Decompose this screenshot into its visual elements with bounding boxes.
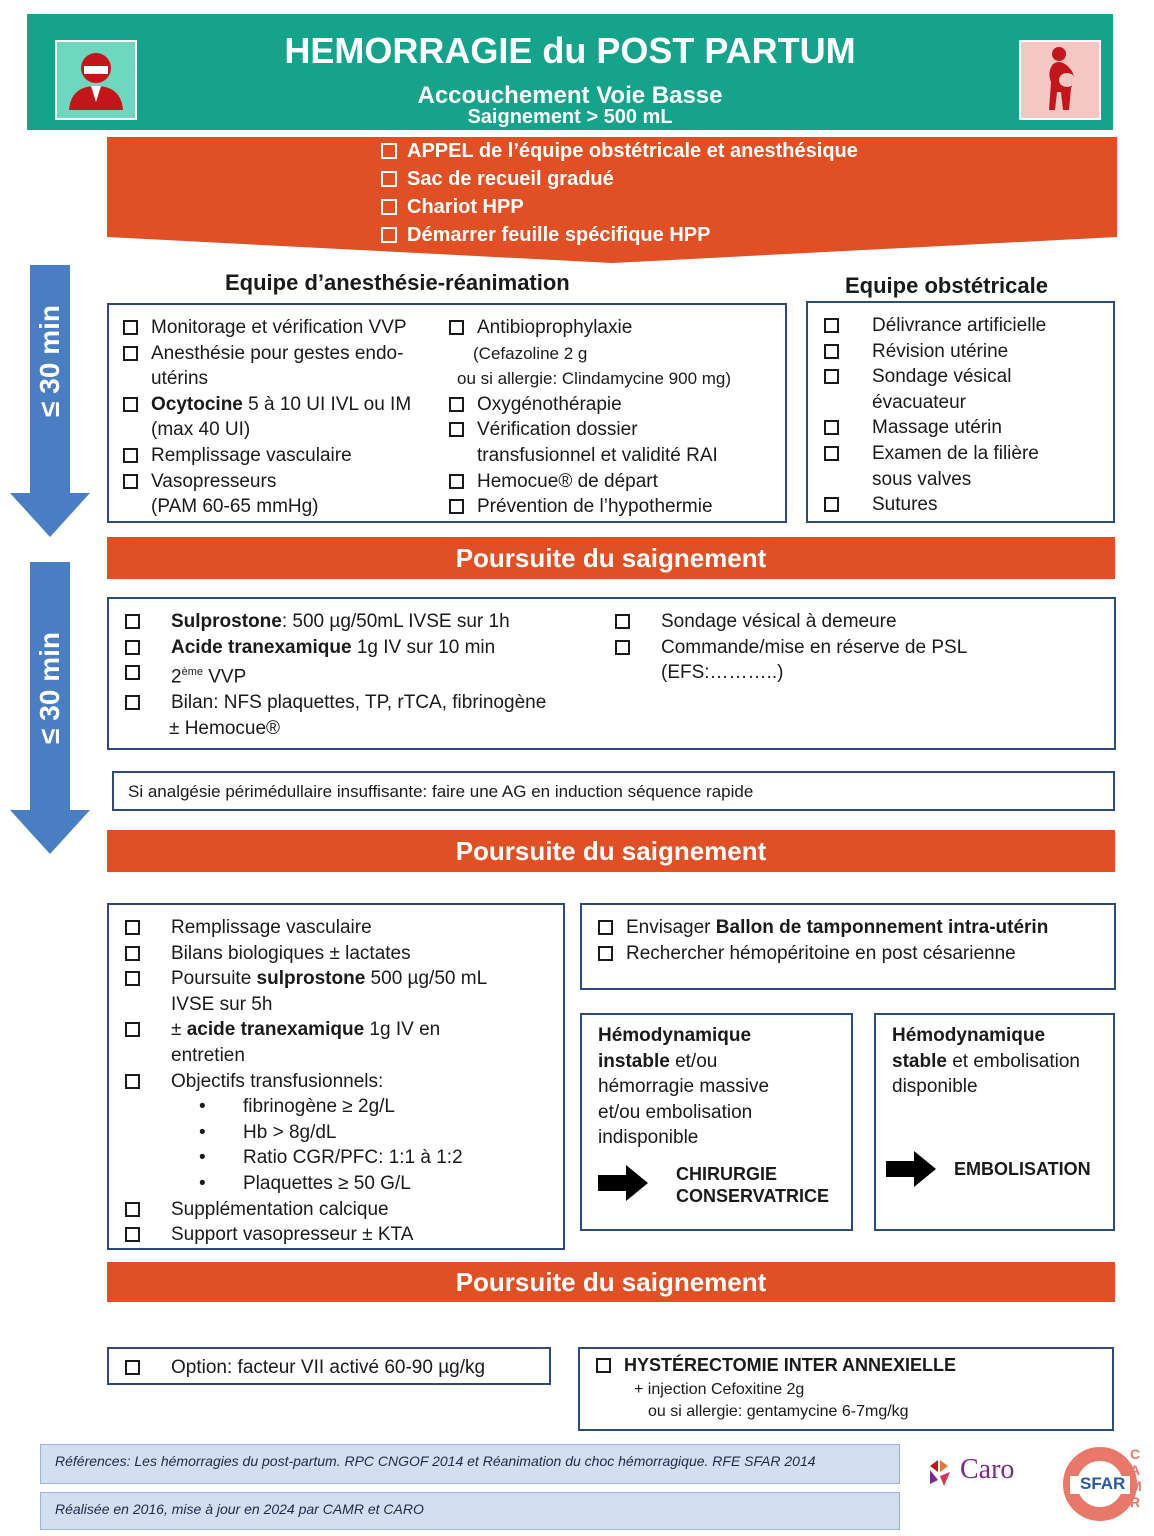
checklist-item[interactable]: Massage utérin bbox=[824, 415, 1114, 441]
checklist-item[interactable]: Monitorage et vérification VVP bbox=[123, 315, 453, 341]
checkbox-icon[interactable] bbox=[596, 1358, 611, 1373]
checkbox-icon[interactable] bbox=[381, 199, 397, 215]
checklist-item[interactable]: Sondage vésical évacuateur bbox=[824, 364, 1114, 415]
page-title: HEMORRAGIE du POST PARTUM bbox=[284, 30, 856, 71]
transfusion-target: • fibrinogène ≥ 2g/L bbox=[199, 1096, 395, 1118]
checkbox-icon[interactable] bbox=[123, 474, 138, 489]
checkbox-icon[interactable] bbox=[123, 448, 138, 463]
checkbox-icon[interactable] bbox=[449, 499, 464, 514]
checklist-detail: (Cefazoline 2 g bbox=[473, 343, 588, 363]
arrow-right-icon bbox=[598, 1165, 648, 1206]
checkbox-icon[interactable] bbox=[824, 369, 839, 384]
initial-action-item[interactable]: Démarrer feuille spécifique HPP bbox=[381, 221, 858, 249]
checklist-item[interactable]: ± acide tranexamique 1g IV en entretien bbox=[125, 1017, 555, 1068]
checkbox-icon[interactable] bbox=[125, 971, 140, 986]
checklist-detail: ou si allergie: Clindamycine 900 mg) bbox=[457, 369, 732, 389]
anesthesia-checklist bbox=[107, 303, 787, 523]
step4-hysterectomy: HYSTÉRECTOMIE INTER ANNEXIELLE + injection Cefoxitine 2g ou si allergie: gentamycine 6-7mg/kg bbox=[578, 1347, 1114, 1431]
initial-action-item[interactable]: Sac de recueil gradué bbox=[381, 165, 858, 193]
checkbox-icon[interactable] bbox=[125, 1022, 140, 1037]
continuation-bar: Poursuite du saignement bbox=[107, 1262, 1115, 1302]
continuation-bar: Poursuite du saignement bbox=[107, 830, 1115, 872]
checklist-detail: ± Hemocue® bbox=[169, 717, 281, 739]
initial-action-item[interactable]: Chariot HPP bbox=[381, 193, 858, 221]
checkbox-icon[interactable] bbox=[125, 1227, 140, 1242]
caro-logo: Caro bbox=[924, 1450, 1034, 1500]
checklist-item[interactable]: Prévention de l’hypothermie bbox=[449, 494, 789, 520]
checklist-item[interactable]: 2ème VVP bbox=[125, 660, 605, 690]
checkbox-icon[interactable] bbox=[125, 665, 140, 680]
step2-checklist bbox=[107, 597, 1116, 750]
continuation-bar: Poursuite du saignement bbox=[107, 537, 1115, 579]
checklist-item[interactable]: Délivrance artificielle bbox=[824, 313, 1114, 339]
checkbox-icon[interactable] bbox=[824, 497, 839, 512]
checklist-item[interactable]: Poursuite sulprostone 500 µg/50 mL IVSE sur 5h bbox=[125, 966, 555, 1017]
header-banner bbox=[27, 14, 1113, 130]
checkbox-icon[interactable] bbox=[449, 474, 464, 489]
checklist-item[interactable]: Hemocue® de départ bbox=[449, 469, 789, 495]
time-limit-label: ≤ 30 min bbox=[34, 632, 65, 744]
checkbox-icon[interactable] bbox=[449, 320, 464, 335]
checkbox-icon[interactable] bbox=[381, 143, 397, 159]
initial-actions-banner bbox=[107, 137, 1117, 265]
checklist-item[interactable]: Remplissage vasculaire bbox=[123, 443, 453, 469]
checkbox-icon[interactable] bbox=[125, 1202, 140, 1217]
checklist-item[interactable]: Bilan: NFS plaquettes, TP, rTCA, fibrinogène bbox=[125, 690, 605, 716]
checkbox-icon[interactable] bbox=[381, 227, 397, 243]
checklist-item[interactable]: Option: facteur VII activé 60-90 µg/kg bbox=[125, 1355, 485, 1381]
step3-options bbox=[580, 903, 1116, 990]
checklist-item[interactable]: Sondage vésical à demeure bbox=[615, 609, 1105, 635]
checkbox-icon[interactable] bbox=[598, 946, 613, 961]
checklist-item[interactable]: HYSTÉRECTOMIE INTER ANNEXIELLE bbox=[596, 1353, 1106, 1379]
pregnant-woman-icon bbox=[1019, 40, 1101, 120]
checklist-item[interactable]: Bilans biologiques ± lactates bbox=[125, 941, 555, 967]
stable-pathway: Hémodynamique stable et embolisation disponible EMBOLISATION bbox=[874, 1013, 1115, 1231]
checkbox-icon[interactable] bbox=[123, 397, 138, 412]
step3-checklist bbox=[107, 903, 565, 1250]
checklist-item[interactable]: Envisager Ballon de tamponnement intra-utérin bbox=[598, 915, 1108, 941]
checkbox-icon[interactable] bbox=[615, 614, 630, 629]
timeline-arrow-1 bbox=[10, 265, 90, 537]
checklist-detail: (EFS:………..) bbox=[661, 662, 784, 684]
embolisation-action: EMBOLISATION bbox=[954, 1159, 1091, 1179]
checklist-item[interactable]: Remplissage vasculaire bbox=[125, 915, 555, 941]
checkbox-icon[interactable] bbox=[449, 422, 464, 437]
checkbox-icon[interactable] bbox=[824, 344, 839, 359]
checkbox-icon[interactable] bbox=[125, 695, 140, 710]
anesthesia-note: Si analgésie périmédullaire insuffisante: faire une AG en induction séquence rapide bbox=[112, 771, 1115, 811]
step4-option bbox=[107, 1347, 551, 1385]
checklist-item[interactable]: Sutures bbox=[824, 492, 1114, 518]
checklist-item[interactable]: Acide tranexamique 1g IV sur 10 min bbox=[125, 635, 605, 661]
checkbox-icon[interactable] bbox=[125, 640, 140, 655]
checkbox-icon[interactable] bbox=[123, 346, 138, 361]
transfusion-target: • Ratio CGR/PFC: 1:1 à 1:2 bbox=[199, 1147, 463, 1169]
checklist-item[interactable]: Antibioprophylaxie bbox=[449, 315, 789, 341]
checklist-item[interactable]: Support vasopresseur ± KTA bbox=[125, 1222, 555, 1248]
checklist-item[interactable]: Sulprostone: 500 µg/50mL IVSE sur 1h bbox=[125, 609, 605, 635]
time-limit-label: ≤ 30 min bbox=[34, 305, 65, 417]
checkbox-icon[interactable] bbox=[824, 318, 839, 333]
transfusion-target: • Hb > 8g/dL bbox=[199, 1121, 337, 1143]
unstable-pathway: Hémodynamique instable et/ou hémorragie massive et/ou embolisation indisponible CHIRURGIE CONSERVATRICE bbox=[580, 1013, 853, 1231]
checkbox-icon[interactable] bbox=[125, 920, 140, 935]
checkbox-icon[interactable] bbox=[123, 320, 138, 335]
credits: Réalisée en 2016, mise à jour en 2024 par CAMR et CARO bbox=[40, 1492, 900, 1530]
timeline-arrow-2 bbox=[10, 562, 90, 854]
checklist-item[interactable]: Commande/mise en réserve de PSL bbox=[615, 635, 1105, 661]
checkbox-icon[interactable] bbox=[125, 946, 140, 961]
anesthesia-team-title: Equipe d’anesthésie-réanimation bbox=[225, 270, 570, 295]
trigger-condition: Saignement > 500 mL bbox=[467, 106, 673, 128]
surgery-action: CHIRURGIE CONSERVATRICE bbox=[676, 1164, 830, 1206]
checkbox-icon[interactable] bbox=[824, 420, 839, 435]
checklist-item[interactable]: Anesthésie pour gestes endo- utérins bbox=[123, 341, 453, 392]
checklist-item[interactable]: Rechercher hémopéritoine en post césarienne bbox=[598, 941, 1108, 967]
checklist-item[interactable]: Oxygénothérapie bbox=[449, 392, 789, 418]
checklist-item[interactable]: Vasopresseurs (PAM 60-65 mmHg) bbox=[123, 469, 453, 520]
arrow-right-icon bbox=[886, 1151, 936, 1192]
references: Références: Les hémorragies du post-partum. RPC CNGOF 2014 et Réanimation du choc hémorragique. RFE SFAR 2014 bbox=[40, 1444, 900, 1484]
checklist-item[interactable]: Vérification dossier transfusionnel et validité RAI bbox=[449, 417, 789, 468]
sfar-camr-logo: SFAR CAMR bbox=[1056, 1438, 1144, 1528]
checkbox-icon[interactable] bbox=[824, 446, 839, 461]
checklist-item[interactable]: Examen de la filière sous valves bbox=[824, 441, 1114, 492]
checklist-item[interactable]: Supplémentation calcique bbox=[125, 1197, 555, 1223]
checkbox-icon[interactable] bbox=[598, 920, 613, 935]
checkbox-icon[interactable] bbox=[381, 171, 397, 187]
checklist-item[interactable]: Révision utérine bbox=[824, 339, 1114, 365]
checkbox-icon[interactable] bbox=[449, 397, 464, 412]
checkbox-icon[interactable] bbox=[615, 640, 630, 655]
checklist-item[interactable]: Ocytocine 5 à 10 UI IVL ou IM (max 40 UI) bbox=[123, 392, 453, 443]
checklist-item[interactable]: Objectifs transfusionnels: bbox=[125, 1069, 555, 1095]
initial-action-item[interactable]: APPEL de l’équipe obstétricale et anesthésique bbox=[381, 137, 858, 165]
checkbox-icon[interactable] bbox=[125, 1074, 140, 1089]
page-subtitle: Accouchement Voie Basse bbox=[417, 82, 723, 109]
checkbox-icon[interactable] bbox=[125, 1360, 140, 1375]
obstetric-team-title: Equipe obstétricale bbox=[845, 273, 1048, 298]
transfusion-target: • Plaquettes ≥ 50 G/L bbox=[199, 1172, 411, 1194]
checkbox-icon[interactable] bbox=[125, 614, 140, 629]
obstetric-checklist bbox=[806, 301, 1115, 523]
